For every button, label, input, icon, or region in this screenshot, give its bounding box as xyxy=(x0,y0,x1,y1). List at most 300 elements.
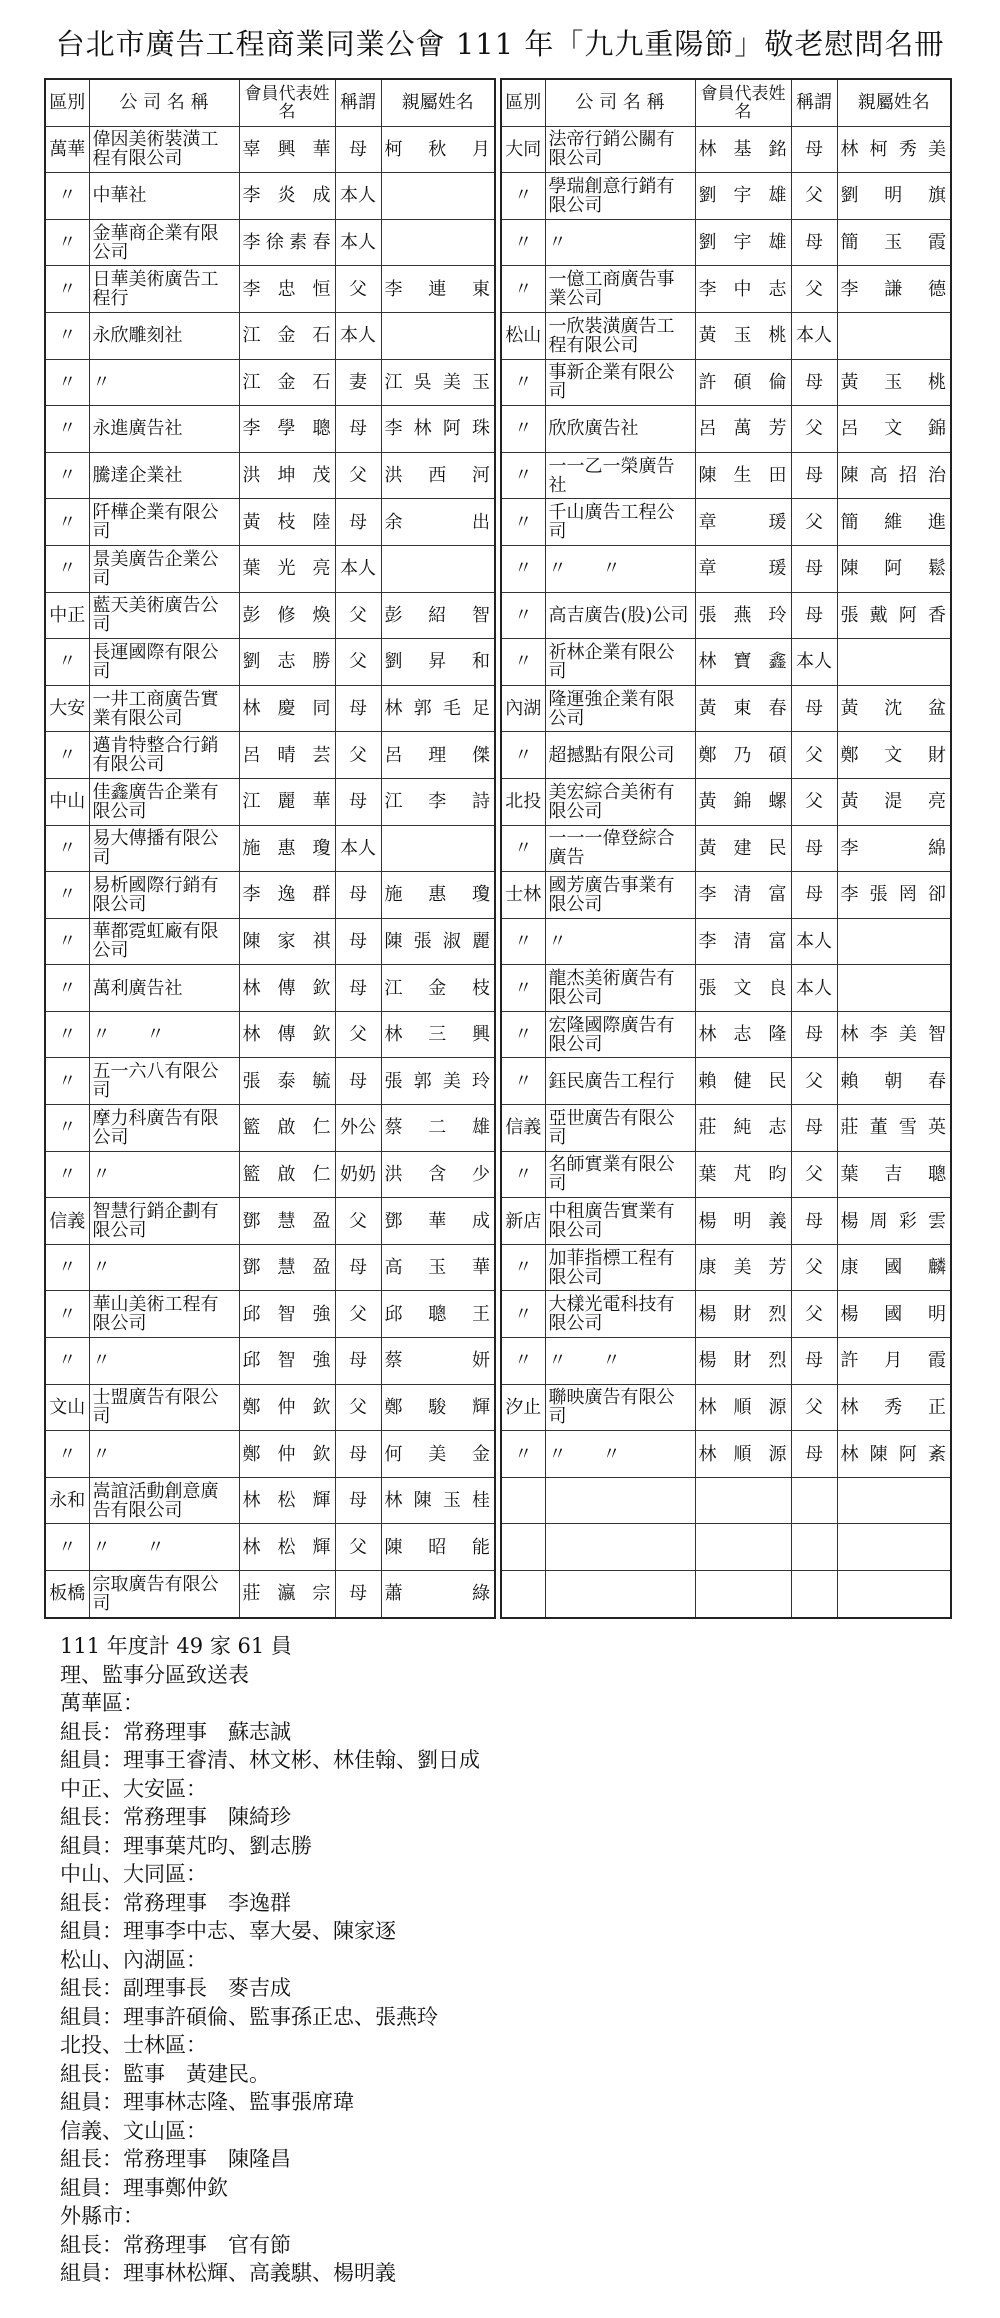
cell-area: 〃 xyxy=(501,499,545,546)
cell-rel: 父 xyxy=(335,1198,381,1245)
cell-rep: 江金石 xyxy=(239,312,335,359)
cell-kin xyxy=(837,639,951,686)
cell-area: 松山 xyxy=(501,312,545,359)
cell-company: 五一六八有限公司 xyxy=(89,1058,239,1105)
cell-rel: 父 xyxy=(791,1058,837,1105)
cell-rel: 父 xyxy=(791,173,837,220)
note-line: 松山、內湖區： xyxy=(60,1947,207,1972)
cell-rel: 妻 xyxy=(335,359,381,406)
cell-rel: 父 xyxy=(791,732,837,779)
table-row xyxy=(45,1431,495,1478)
cell-company: 千山廣告工程公司 xyxy=(545,499,695,546)
cell-rep: 彭修煥 xyxy=(239,592,335,639)
table-row xyxy=(501,545,951,592)
table-row xyxy=(501,173,951,220)
cell-company: 日華美術廣告工程行 xyxy=(89,266,239,313)
cell-area: 士林 xyxy=(501,872,545,919)
cell-area: 〃 xyxy=(501,592,545,639)
cell-area: 〃 xyxy=(501,545,545,592)
cell-rel: 父 xyxy=(791,1244,837,1291)
cell-rep: 林松輝 xyxy=(239,1477,335,1524)
cell-rel: 父 xyxy=(791,1291,837,1338)
cell-company: 華都霓虹廠有限公司 xyxy=(89,918,239,965)
cell-kin: 林柯秀美 xyxy=(837,126,951,173)
roster-body-right xyxy=(501,126,951,1618)
cell-company: 名師實業有限公司 xyxy=(545,1151,695,1198)
cell-kin: 康國麟 xyxy=(837,1244,951,1291)
note-line: 111 年度計 49 家 61 員 xyxy=(60,1634,292,1658)
cell-kin: 林陳玉桂 xyxy=(381,1477,495,1524)
cell-company: 隆運強企業有限公司 xyxy=(545,685,695,732)
table-row xyxy=(501,266,951,313)
cell-rel: 本人 xyxy=(791,965,837,1012)
cell-rel: 父 xyxy=(335,639,381,686)
table-row xyxy=(45,1571,495,1618)
cell-rel: 外公 xyxy=(335,1105,381,1152)
cell-company: 鈺民廣告工程行 xyxy=(545,1058,695,1105)
cell-area: 信義 xyxy=(501,1105,545,1152)
table-row xyxy=(45,1384,495,1431)
cell-rel: 母 xyxy=(335,872,381,919)
table-row xyxy=(501,452,951,499)
table-row xyxy=(45,592,495,639)
cell-company: 亞世廣告有限公司 xyxy=(545,1105,695,1152)
cell-company: 中租廣告實業有限公司 xyxy=(545,1198,695,1245)
cell-company: 法帝行銷公關有限公司 xyxy=(545,126,695,173)
cell-kin: 李張罔卻 xyxy=(837,872,951,919)
cell-area xyxy=(501,1571,545,1618)
cell-company: 欣欣廣告社 xyxy=(545,406,695,453)
cell-area: 〃 xyxy=(501,452,545,499)
cell-area: 〃 xyxy=(501,639,545,686)
cell-company: 騰達企業社 xyxy=(89,452,239,499)
cell-company: 〃 〃 xyxy=(545,1431,695,1478)
cell-kin: 蔡二雄 xyxy=(381,1105,495,1152)
cell-rep: 陳生田 xyxy=(695,452,791,499)
header-company: 公 司 名 稱 xyxy=(89,79,239,126)
cell-kin: 鄭文財 xyxy=(837,732,951,779)
cell-rel: 母 xyxy=(791,592,837,639)
cell-company: 中華社 xyxy=(89,173,239,220)
note-line: 組長：監事 黃建民。 xyxy=(60,2061,270,2086)
cell-area: 〃 xyxy=(45,359,89,406)
cell-kin: 簡維進 xyxy=(837,499,951,546)
cell-area: 〃 xyxy=(45,918,89,965)
cell-rel xyxy=(791,1571,837,1618)
cell-rel: 父 xyxy=(335,266,381,313)
cell-kin: 陳阿鬆 xyxy=(837,545,951,592)
cell-rep: 江麗華 xyxy=(239,778,335,825)
table-row xyxy=(45,918,495,965)
cell-company: 一一一偉登綜合廣告 xyxy=(545,825,695,872)
assignment-notes xyxy=(60,1632,940,2288)
cell-area: 〃 xyxy=(45,1105,89,1152)
cell-company: 一一乙一榮廣告社 xyxy=(545,452,695,499)
table-row xyxy=(501,1105,951,1152)
cell-rep: 林志隆 xyxy=(695,1011,791,1058)
cell-rel: 母 xyxy=(335,1571,381,1618)
cell-kin: 黃湜亮 xyxy=(837,778,951,825)
cell-kin: 江李詩 xyxy=(381,778,495,825)
table-row xyxy=(45,359,495,406)
cell-kin: 余出 xyxy=(381,499,495,546)
table-row xyxy=(45,1105,495,1152)
cell-area: 〃 xyxy=(501,1291,545,1338)
note-line: 組員：理事許碩倫、監事孫正忠、張燕玲 xyxy=(60,2004,438,2029)
table-header-row xyxy=(501,79,951,126)
cell-kin: 陳高招治 xyxy=(837,452,951,499)
cell-area: 〃 xyxy=(45,639,89,686)
cell-company: 摩力科廣告有限公司 xyxy=(89,1105,239,1152)
cell-kin: 林陳阿紊 xyxy=(837,1431,951,1478)
cell-area: 〃 xyxy=(501,173,545,220)
cell-kin xyxy=(837,1524,951,1571)
cell-kin: 呂理傑 xyxy=(381,732,495,779)
cell-area: 〃 xyxy=(501,732,545,779)
table-header-row xyxy=(45,79,495,126)
cell-rep: 林順源 xyxy=(695,1431,791,1478)
cell-rel: 本人 xyxy=(335,173,381,220)
cell-company: 易析國際行銷有限公司 xyxy=(89,872,239,919)
cell-rel: 母 xyxy=(335,1477,381,1524)
cell-rel: 父 xyxy=(791,1384,837,1431)
cell-rel: 母 xyxy=(791,359,837,406)
cell-company: 〃 xyxy=(545,219,695,266)
cell-kin: 柯秋月 xyxy=(381,126,495,173)
table-row xyxy=(501,1011,951,1058)
cell-kin: 施惠瓊 xyxy=(381,872,495,919)
note-line: 組長：副理事長 麥吉成 xyxy=(60,1976,291,2000)
cell-kin: 江金枝 xyxy=(381,965,495,1012)
cell-rel: 母 xyxy=(335,499,381,546)
table-row xyxy=(501,359,951,406)
table-row xyxy=(501,778,951,825)
table-row xyxy=(501,1338,951,1385)
cell-rep: 黃錦螺 xyxy=(695,778,791,825)
header-area: 區別 xyxy=(45,79,89,126)
cell-company: 超撼點有限公司 xyxy=(545,732,695,779)
table-row xyxy=(501,406,951,453)
table-row xyxy=(45,778,495,825)
cell-rep: 黃枝陸 xyxy=(239,499,335,546)
cell-rep: 黃東春 xyxy=(695,685,791,732)
cell-area: 〃 xyxy=(45,173,89,220)
cell-rel: 母 xyxy=(791,545,837,592)
cell-kin: 陳昭能 xyxy=(381,1524,495,1571)
note-line: 組員：理事林松輝、高義騏、楊明義 xyxy=(60,2261,396,2285)
note-line: 組員：理事王睿清、林文彬、林佳翰、劉日成 xyxy=(60,1748,480,1772)
cell-rel: 母 xyxy=(791,452,837,499)
table-row xyxy=(45,1244,495,1291)
table-row xyxy=(501,872,951,919)
table-row xyxy=(45,1524,495,1571)
cell-kin: 陳張淑麗 xyxy=(381,918,495,965)
cell-rep: 鄭仲欽 xyxy=(239,1431,335,1478)
table-row xyxy=(501,219,951,266)
cell-area: 〃 xyxy=(45,406,89,453)
cell-company: 事新企業有限公司 xyxy=(545,359,695,406)
cell-rep: 李徐素春 xyxy=(239,219,335,266)
table-row xyxy=(45,1011,495,1058)
cell-area: 內湖 xyxy=(501,685,545,732)
cell-kin: 楊周彩雲 xyxy=(837,1198,951,1245)
cell-rep: 林傳欽 xyxy=(239,1011,335,1058)
cell-kin: 黃沈盆 xyxy=(837,685,951,732)
cell-kin: 蔡妍 xyxy=(381,1338,495,1385)
cell-rel: 母 xyxy=(791,1338,837,1385)
cell-rep: 鄭乃碩 xyxy=(695,732,791,779)
table-row xyxy=(45,452,495,499)
cell-area: 永和 xyxy=(45,1477,89,1524)
header-rel: 稱謂 xyxy=(335,79,381,126)
cell-company: 〃 〃 xyxy=(545,1338,695,1385)
cell-area: 〃 xyxy=(45,266,89,313)
cell-rel: 父 xyxy=(335,592,381,639)
cell-company: 藍天美術廣告公司 xyxy=(89,592,239,639)
cell-kin: 許月霞 xyxy=(837,1338,951,1385)
cell-company: 金華商企業有限公司 xyxy=(89,219,239,266)
cell-area: 〃 xyxy=(501,1151,545,1198)
cell-area: 〃 xyxy=(45,965,89,1012)
cell-company: 萬利廣告社 xyxy=(89,965,239,1012)
cell-rep: 張文良 xyxy=(695,965,791,1012)
cell-area: 〃 xyxy=(45,872,89,919)
cell-kin: 劉明旗 xyxy=(837,173,951,220)
cell-area: 〃 xyxy=(45,1058,89,1105)
cell-area: 〃 xyxy=(45,312,89,359)
note-line: 萬華區： xyxy=(60,1691,144,1715)
cell-company: 〃 xyxy=(89,1431,239,1478)
cell-rep: 李炎成 xyxy=(239,173,335,220)
note-line: 理、監事分區致送表 xyxy=(60,1662,249,1687)
table-row xyxy=(501,1244,951,1291)
cell-rel: 本人 xyxy=(335,825,381,872)
roster-table-left xyxy=(44,78,496,1619)
cell-kin: 李謙德 xyxy=(837,266,951,313)
cell-rep: 莊純志 xyxy=(695,1105,791,1152)
cell-rel: 本人 xyxy=(791,312,837,359)
cell-rel: 本人 xyxy=(335,312,381,359)
cell-rep: 鄭仲欽 xyxy=(239,1384,335,1431)
note-line: 中山、大同區： xyxy=(60,1862,207,1886)
cell-rep: 李清富 xyxy=(695,872,791,919)
note-line: 北投、士林區： xyxy=(60,2033,207,2057)
cell-rep: 葉光亮 xyxy=(239,545,335,592)
cell-rep: 林寶鑫 xyxy=(695,639,791,686)
cell-rep: 籃啟仁 xyxy=(239,1151,335,1198)
cell-rep: 李逸群 xyxy=(239,872,335,919)
cell-company: 智慧行銷企劃有限公司 xyxy=(89,1198,239,1245)
cell-kin: 李綿 xyxy=(837,825,951,872)
cell-rel: 本人 xyxy=(791,639,837,686)
table-row xyxy=(45,1198,495,1245)
table-row xyxy=(45,266,495,313)
table-row xyxy=(45,872,495,919)
table-row xyxy=(501,1477,951,1524)
cell-kin xyxy=(837,1477,951,1524)
cell-company: 一億工商廣告事業公司 xyxy=(545,266,695,313)
cell-area: 〃 xyxy=(501,1244,545,1291)
roster-body-left xyxy=(45,126,495,1618)
table-row xyxy=(45,545,495,592)
header-kin: 親屬姓名 xyxy=(837,79,951,126)
note-line: 組長：常務理事 蘇志誠 xyxy=(60,1719,291,1744)
cell-rel: 母 xyxy=(335,778,381,825)
cell-rel: 母 xyxy=(335,406,381,453)
table-row xyxy=(501,312,951,359)
cell-rep: 康美芳 xyxy=(695,1244,791,1291)
cell-rep: 林順源 xyxy=(695,1384,791,1431)
cell-rep: 呂晴芸 xyxy=(239,732,335,779)
cell-company: 〃 xyxy=(89,1151,239,1198)
cell-rep: 張燕玲 xyxy=(695,592,791,639)
cell-rel: 母 xyxy=(335,685,381,732)
table-row xyxy=(501,685,951,732)
note-line: 組長：常務理事 李逸群 xyxy=(60,1890,291,1915)
cell-rel: 母 xyxy=(335,126,381,173)
cell-rel: 本人 xyxy=(335,219,381,266)
cell-rep: 李學聰 xyxy=(239,406,335,453)
cell-rel: 父 xyxy=(335,1524,381,1571)
cell-kin: 林郭毛足 xyxy=(381,685,495,732)
cell-kin: 洪西河 xyxy=(381,452,495,499)
cell-area: 〃 xyxy=(45,1291,89,1338)
cell-area: 中正 xyxy=(45,592,89,639)
table-row xyxy=(501,592,951,639)
table-row xyxy=(501,1571,951,1618)
table-row xyxy=(501,1058,951,1105)
cell-rep: 李清富 xyxy=(695,918,791,965)
table-row xyxy=(45,173,495,220)
cell-area: 板橋 xyxy=(45,1571,89,1618)
cell-kin: 楊國明 xyxy=(837,1291,951,1338)
table-row xyxy=(45,685,495,732)
cell-area: 〃 xyxy=(45,545,89,592)
cell-rel xyxy=(791,1524,837,1571)
cell-kin xyxy=(381,825,495,872)
cell-company: 祈林企業有限公司 xyxy=(545,639,695,686)
cell-area: 汐止 xyxy=(501,1384,545,1431)
cell-rep: 陳家祺 xyxy=(239,918,335,965)
cell-rep: 賴健民 xyxy=(695,1058,791,1105)
header-company: 公 司 名 稱 xyxy=(545,79,695,126)
table-row xyxy=(45,1477,495,1524)
cell-rep: 葉芃昀 xyxy=(695,1151,791,1198)
table-row xyxy=(501,639,951,686)
cell-company: 阡樺企業有限公司 xyxy=(89,499,239,546)
cell-rel: 母 xyxy=(791,1431,837,1478)
cell-kin: 林李美智 xyxy=(837,1011,951,1058)
table-row xyxy=(501,1524,951,1571)
cell-area: 新店 xyxy=(501,1198,545,1245)
cell-rel: 父 xyxy=(791,499,837,546)
cell-rep: 洪坤茂 xyxy=(239,452,335,499)
table-row xyxy=(501,732,951,779)
cell-area: 〃 xyxy=(501,825,545,872)
header-rep: 會員代表姓 名 xyxy=(239,79,335,126)
cell-company: 〃 xyxy=(89,1338,239,1385)
cell-company: 〃 〃 xyxy=(545,545,695,592)
cell-company: 士盟廣告有限公司 xyxy=(89,1384,239,1431)
table-row xyxy=(45,1058,495,1105)
cell-rel: 父 xyxy=(335,452,381,499)
cell-kin: 蕭綠 xyxy=(381,1571,495,1618)
cell-rel: 母 xyxy=(335,1431,381,1478)
cell-rep: 江金石 xyxy=(239,359,335,406)
cell-rel: 本人 xyxy=(335,545,381,592)
note-line: 組員：理事林志隆、監事張席瑋 xyxy=(60,2090,354,2114)
cell-company xyxy=(545,1571,695,1618)
note-line: 組長：常務理事 陳隆昌 xyxy=(60,2147,291,2171)
cell-rep: 鄧慧盈 xyxy=(239,1198,335,1245)
cell-area xyxy=(501,1524,545,1571)
cell-company: 景美廣告企業公司 xyxy=(89,545,239,592)
cell-kin: 鄭駿輝 xyxy=(381,1384,495,1431)
roster-tables xyxy=(44,78,952,1619)
cell-area: 〃 xyxy=(501,1338,545,1385)
cell-rep: 章瑗 xyxy=(695,545,791,592)
cell-company: 高吉廣告(股)公司 xyxy=(545,592,695,639)
cell-kin: 葉吉聰 xyxy=(837,1151,951,1198)
cell-kin xyxy=(381,545,495,592)
cell-area: 〃 xyxy=(45,1011,89,1058)
cell-rep: 林傳欽 xyxy=(239,965,335,1012)
cell-rep: 鄧慧盈 xyxy=(239,1244,335,1291)
cell-rel: 母 xyxy=(335,918,381,965)
cell-rep: 章瑗 xyxy=(695,499,791,546)
cell-rel: 母 xyxy=(791,1198,837,1245)
cell-area: 大同 xyxy=(501,126,545,173)
cell-rel: 母 xyxy=(791,872,837,919)
cell-kin: 鄧華成 xyxy=(381,1198,495,1245)
cell-rel: 父 xyxy=(335,1011,381,1058)
note-line: 組員：理事鄭仲欽 xyxy=(60,2175,228,2200)
table-row xyxy=(45,219,495,266)
cell-area: 大安 xyxy=(45,685,89,732)
cell-kin xyxy=(837,965,951,1012)
cell-rep: 劉宇雄 xyxy=(695,219,791,266)
table-row xyxy=(45,126,495,173)
cell-kin: 簡玉霞 xyxy=(837,219,951,266)
cell-rel: 母 xyxy=(791,126,837,173)
table-row xyxy=(501,1291,951,1338)
cell-company: 宗取廣告有限公司 xyxy=(89,1571,239,1618)
cell-rep: 籃啟仁 xyxy=(239,1105,335,1152)
table-row xyxy=(45,1338,495,1385)
table-row xyxy=(501,1384,951,1431)
cell-area: 〃 xyxy=(501,1431,545,1478)
cell-company xyxy=(545,1524,695,1571)
cell-area: 〃 xyxy=(501,266,545,313)
cell-rel: 母 xyxy=(335,1244,381,1291)
cell-area xyxy=(501,1477,545,1524)
note-line: 信義、文山區： xyxy=(60,2118,207,2143)
cell-company: 永欣雕刻社 xyxy=(89,312,239,359)
cell-rep xyxy=(695,1571,791,1618)
page-title: 台北市廣告工程商業同業公會 111 年「九九重陽節」敬老慰問名冊 xyxy=(55,27,945,61)
cell-kin xyxy=(381,219,495,266)
cell-area: 〃 xyxy=(501,359,545,406)
cell-rel: 父 xyxy=(791,778,837,825)
cell-company: 一井工商廣告實業有限公司 xyxy=(89,685,239,732)
table-row xyxy=(501,965,951,1012)
cell-rep xyxy=(695,1524,791,1571)
cell-rel: 奶奶 xyxy=(335,1151,381,1198)
cell-rel xyxy=(791,1477,837,1524)
cell-area: 〃 xyxy=(45,825,89,872)
cell-kin: 彭紹智 xyxy=(381,592,495,639)
cell-area: 〃 xyxy=(45,1244,89,1291)
